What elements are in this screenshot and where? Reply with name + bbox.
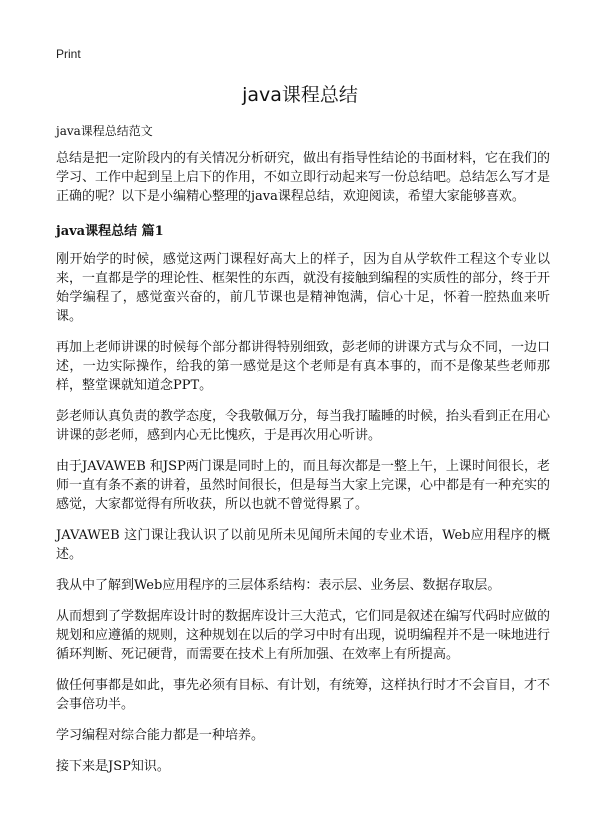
body-paragraph: 从而想到了学数据库设计时的数据库设计三大范式，它们同是叙述在编写代码时应做的规划和应遵循的规则，这种规划在以后的学习中时有出现，说明编程并不是一味地进行循环判断、死记硬背，而需要在技术上有所加强、在效率上有所提高。 [56,609,551,662]
body-paragraph: 接下来是JSP知识。 [56,759,170,774]
body-paragraph: 做任何事都是如此，事先必须有目标、有计划，有统筹，这样执行时才不会盲目，才不会事倍功半。 [56,678,551,712]
body-paragraph: 彭老师认真负责的教学态度，令我敬佩万分，每当我打瞌睡的时候，抬头看到正在用心讲课的彭老师，感到内心无比愧疚，于是再次用心听讲。 [56,409,551,443]
body-paragraph: 由于JAVAWEB 和JSP两门课是同时上的，而且每次都是一整上午，上课时间很长，老师一直有条不紊的讲着，虽然时间很长，但是每当大家上完课，心中都是有一种充实的感觉，大家都觉得有所收获，所以也就不曾觉得累了。 [56,459,551,512]
article-subtitle: java课程总结范文 [56,124,153,138]
body-paragraph: 我从中了解到Web应用程序的三层体系结构：表示层、业务层、数据存取层。 [56,578,501,593]
body-paragraph: 刚开始学的时候，感觉这两门课程好高大上的样子，因为自从学软件工程这个专业以来，一直都是学的理论性、框架性的东西，就没有接触到编程的实质性的部分，终于开始学编程了，感觉蛮兴奋的，前几节课也是精神饱满，信心十足，怀着一腔热血来听课。 [56,252,551,324]
body-paragraph: 学习编程对综合能力都是一种培养。 [56,728,265,743]
section-heading: java课程总结 篇1 [56,224,164,239]
intro-paragraph: 总结是把一定阶段内的有关情况分析研究，做出有指导性结论的书面材料，它在我们的学习、工作中起到呈上启下的作用，不如立即行动起来写一份总结吧。总结怎么写才是正确的呢？以下是小编精心整理的java课程总结，欢迎阅读，希望大家能够喜欢。 [56,151,551,204]
body-paragraph: 再加上老师讲课的时候每个部分都讲得特别细致，彭老师的讲课方式与众不同，一边口述，一边实际操作，给我的第一感觉是这个老师是有真本事的，而不是像某些老师那样，整堂课就知道念PPT。 [56,340,551,393]
body-paragraph: JAVAWEB 这门课让我认识了以前见所未见闻所未闻的专业术语，Web应用程序的概述。 [56,528,550,562]
print-link[interactable]: Print [56,47,81,61]
article-body [56,122,550,788]
page-title: java课程总结 [242,84,358,106]
